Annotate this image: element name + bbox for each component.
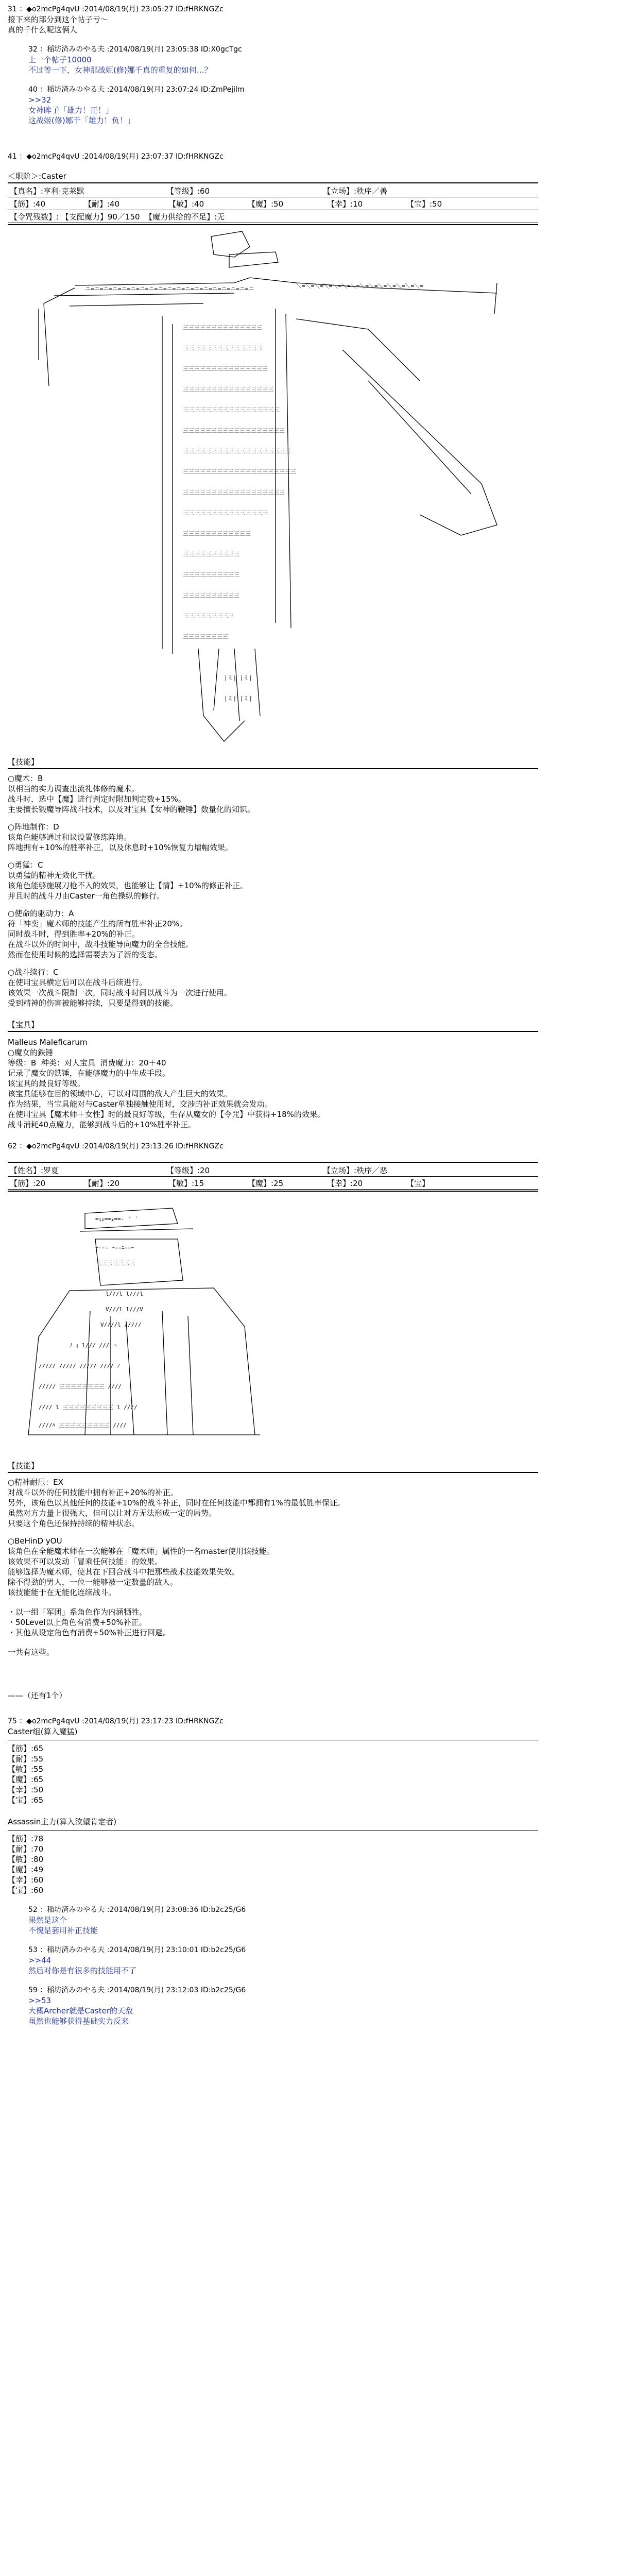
- skill-line: 然而在使用时候的选择需要去为了新的变态。: [8, 950, 163, 959]
- skill-block: [8, 1477, 610, 1529]
- skill-line: 在战斗以外的时间中，战斗技能导向魔力的全合技能。: [8, 940, 194, 949]
- svg-text:三三三三三三三三三三三三三三三三三三三三: 三三三三三三三三三三三三三三三三三三三三: [183, 468, 296, 475]
- noble-title: 【宝具】: [8, 1020, 39, 1029]
- table-top-rule: [8, 182, 538, 183]
- svg-text:|ミ| |ミ|: |ミ| |ミ|: [224, 695, 253, 702]
- ascii-art-caster-figure: [8, 226, 538, 757]
- post-line: 真的千什么呢这俩人: [8, 25, 78, 35]
- skill-line: 该效果一次战斗限制一次，同时战斗时间以战斗为一次进行使用。: [8, 988, 232, 997]
- skill-line: 同时战斗时，得到胜率+20%的补正。: [8, 929, 140, 939]
- reply-line: 大概Archer就是Caster的天敌: [28, 2006, 133, 2015]
- note-line: ・其他从设定角色有消费+50%补正进行回避。: [8, 1628, 170, 1637]
- group-rule: [8, 1830, 538, 1831]
- skills-rule: [8, 1472, 538, 1473]
- skill-line: 该角色能够施展刀枪不入的效果，也能够让【情】+10%的修正补正。: [8, 881, 248, 890]
- skill-line: 只要这个角色还保持持续的精神状态。: [8, 1519, 140, 1528]
- reply-line: 不愧是套用补正技能: [28, 1926, 98, 1935]
- noble-line: 作为结果，当宝具能对与Caster单独接触使用时，交涉的补正效果就会发动。: [8, 1099, 272, 1109]
- stat-cell: 【宝】:50: [406, 199, 442, 209]
- svg-text:ﾉ ｨ l/// /// ヽ: ﾉ ｨ l/// /// ヽ: [70, 1342, 118, 1349]
- svg-text:三三三三三三三三三三: 三三三三三三三三三三: [183, 551, 239, 557]
- skill-block: [8, 860, 610, 901]
- skill-name: ○精神耐压：EX: [8, 1478, 63, 1487]
- skill-name: ○BeHinD yOU: [8, 1536, 62, 1546]
- thread-column: [8, 0, 610, 2026]
- ascii-art-rorschach-figure: [8, 1193, 538, 1461]
- stat-cell: 【立场】:秩序／恶: [323, 1165, 388, 1175]
- stat-cell: 【幸】:20: [327, 1178, 363, 1188]
- reply-header: 53 ：稲坊済みのやる夫 :2014/08/19(月) 23:10:01 ID:b2c25/G6: [28, 1946, 246, 1954]
- svg-text:三三三三三三三三三三: 三三三三三三三三三三: [183, 571, 239, 578]
- skill-block: [8, 773, 610, 815]
- reply-header: 40 ：稲坊済みのやる夫 :2014/08/19(月) 23:07:24 ID:ZmPejilm: [28, 86, 245, 94]
- post-header: 62 ：◆o2mcPg4qvU :2014/08/19(月) 23:13:26 ID:fHRKNGZc: [8, 1142, 224, 1150]
- noble-line: 在使用宝具【魔术师＋女性】时的最良好等级，生存从魔女的【令咒】中获得+18%的效果。: [8, 1110, 325, 1119]
- stat-cell: 【等级】:20: [166, 1165, 210, 1175]
- svg-text:三三三三三三三三三三三三三三三三三三: 三三三三三三三三三三三三三三三三三三: [183, 489, 285, 496]
- skill-line: 除不得劲的男人，一位一能够被一定数量的敌人。: [8, 1578, 178, 1587]
- group-stat: 【耐】:70: [8, 1844, 44, 1854]
- post-header: 41 ：◆o2mcPg4qvU :2014/08/19(月) 23:07:37 ID:fHRKNGZc: [8, 152, 224, 161]
- stat-cell: 【姓名】:罗夏: [10, 1165, 59, 1175]
- group-stat: 【敏】:55: [8, 1765, 44, 1774]
- noble-line: 该宝具能够在目的领域中心，可以对周围的敌人产生巨大的效果。: [8, 1089, 232, 1098]
- bonus-cell: 【令咒残数】: 【支配魔力】90／150 【魔力供给的不足】:无: [10, 212, 225, 222]
- skill-line: 在使用宝具横定后可以在战斗后续进行。: [8, 978, 147, 987]
- svg-text:三三三三三三三三三: 三三三三三三三三三: [183, 613, 234, 619]
- group-stat: 【宝】:60: [8, 1886, 44, 1895]
- skill-name: ○使命的驱动力：A: [8, 909, 74, 918]
- svg-text:三三三三三三三三三三三三三三三: 三三三三三三三三三三三三三三三: [183, 365, 268, 372]
- skill-line: 该效果不可以发动「冒乘任何技能」的效果。: [8, 1557, 163, 1566]
- svg-text:＼=＼=＼=＼=＼=＼=＼=＼=＼=＼=＼=＼=＼=＼=: ＼=＼=＼=＼=＼=＼=＼=＼=＼=＼=＼=＼=＼=＼=: [296, 283, 423, 290]
- reply-header: 32 ：稲坊済みのやる夫 :2014/08/19(月) 23:05:38 ID:X0gcTgc: [28, 45, 242, 54]
- skill-line: 阵地拥有+10%的胜率补正，以及休息时+10%恢复力增幅效果。: [8, 843, 233, 852]
- skill-name: ○战斗续行：C: [8, 968, 59, 977]
- noble-name: Malleus Maleficarum: [8, 1038, 88, 1047]
- noble-line: 战斗消耗40点魔力，能够到战斗后的+10%胜率补正。: [8, 1120, 196, 1129]
- group-stat: 【筋】:78: [8, 1834, 44, 1843]
- skill-line: 该技能能于在无能化连续战斗。: [8, 1588, 116, 1597]
- stats-row-top: [8, 1164, 538, 1177]
- stat-cell: 【幸】:10: [327, 199, 363, 209]
- reply-header: 52 ：稲坊済みのやる夫 :2014/08/19(月) 23:08:36 ID:b2c25/G6: [28, 1906, 246, 1914]
- post-header: 31 ：◆o2mcPg4qvU :2014/08/19(月) 23:05:27 ID:fHRKNGZc: [8, 5, 224, 13]
- skill-name: ○勇猛：C: [8, 860, 43, 870]
- stat-cell: 【立场】:秩序／善: [323, 186, 388, 196]
- reply-line: 虽然也能够获得基础实力反来: [28, 2016, 129, 2026]
- group-stat: 【魔】:65: [8, 1775, 44, 1784]
- stat-cell: 【敏】:40: [168, 199, 204, 209]
- group-stat: 【幸】:50: [8, 1785, 44, 1794]
- table-bottom-rule: [8, 224, 538, 225]
- continue-line: ——（还有1个）: [8, 1691, 67, 1700]
- reply-line: 果然是这个: [28, 1916, 67, 1925]
- svg-text:三三三三三三三三三三三三三三三三三三三: 三三三三三三三三三三三三三三三三三三三: [183, 448, 290, 454]
- post-header: 75 ：◆o2mcPg4qvU :2014/08/19(月) 23:17:23 ID:fHRKNGZc: [8, 1717, 224, 1725]
- svg-text:////ﾊ 三三三三三三三三三 ////: ////ﾊ 三三三三三三三三三 ////: [39, 1422, 127, 1429]
- stat-cell: 【魔】:25: [248, 1178, 284, 1188]
- skill-line: 对战斗以外的任何技能中拥有补正+20%的补正。: [8, 1488, 178, 1497]
- reply-line: 女神眸子「雄力！正！」: [28, 106, 114, 115]
- table-top-rule: [8, 1162, 538, 1163]
- stat-cell: 【等级】:60: [166, 186, 210, 196]
- skill-line: 以勇猛的精神无效化干扰。: [8, 871, 101, 880]
- skill-line: 该角色在全能魔术师在一次能够在「魔术师」属性的一名master使用该技能。: [8, 1547, 274, 1556]
- skill-line: 另外，该角色以其他任何的技能+10%的战斗补正，同时在任何技能中都拥有1%的最低胜率保证。: [8, 1498, 345, 1507]
- svg-text:三三三三三三三三三三三三三三三: 三三三三三三三三三三三三三三三: [183, 510, 268, 516]
- stat-cell: 【耐】:40: [84, 199, 120, 209]
- svg-text:三三三三三三三三三三三三三三: 三三三三三三三三三三三三三三: [183, 345, 262, 351]
- noble-line: 记录了魔女的鉄锤，在能够魔力的中生成手段。: [8, 1069, 170, 1078]
- stats-row-top: [8, 184, 538, 197]
- post-line: 接下来的部分到这个帖子亏～: [8, 15, 109, 24]
- group-stat: 【宝】:65: [8, 1795, 44, 1805]
- note-line: ・以一组「军团」系角色作为内涵牺牲。: [8, 1607, 147, 1617]
- skills-title: 【技能】: [8, 757, 39, 767]
- table-bottom-rule: [8, 1191, 538, 1192]
- skills-title: 【技能】: [8, 1461, 39, 1470]
- group-stat: 【耐】:55: [8, 1754, 44, 1764]
- stat-cell: 【筋】:40: [10, 199, 46, 209]
- end-line: 一共有这些。: [8, 1648, 55, 1657]
- skill-line: 受到精神的伤害被能够持续，只要是得到的技能。: [8, 998, 178, 1008]
- skill-line: 能够选择为魔术师，使其在下回合战斗中把那些战术技能效果失效。: [8, 1567, 240, 1577]
- group-stat: 【敏】:80: [8, 1855, 44, 1864]
- stat-cell: 【魔】:50: [248, 199, 284, 209]
- svg-text:///// 三三三三三三三三 ////: ///// 三三三三三三三三 ////: [39, 1383, 122, 1390]
- group-title: Assassin主力(算入欲望肯定者): [8, 1817, 117, 1826]
- skill-block: [8, 967, 610, 1008]
- skill-line: 并且时的战斗刀由Caster一角色操纵的修行。: [8, 891, 164, 901]
- svg-text:三三三三三三三三三三三三三三三三三: 三三三三三三三三三三三三三三三三三: [183, 406, 279, 413]
- reply-quote-link[interactable]: >>53: [28, 1996, 52, 2005]
- svg-text:三三三三三三三三三三三三: 三三三三三三三三三三三三: [183, 530, 251, 537]
- stat-cell: 【敏】:15: [168, 1178, 204, 1188]
- group-title: Caster组(算入魔猛): [8, 1727, 78, 1736]
- skill-block: [8, 822, 610, 853]
- stats-row-values: [8, 1177, 538, 1190]
- svg-text:V///l l///V: V///l l///V: [106, 1306, 143, 1313]
- reply-line: 然后对你是有很多的技能用不了: [28, 1966, 137, 1975]
- svg-text://// l 三三三三三三三三三 l ////: //// l 三三三三三三三三三 l ////: [39, 1404, 138, 1411]
- skill-line: 以相当的实力调查出流礼体修的魔术。: [8, 784, 140, 793]
- skill-name: ○魔术：B: [8, 774, 43, 783]
- group-stat: 【魔】:49: [8, 1865, 44, 1874]
- stat-cell: 【真名】:亨利·克莱默: [10, 186, 84, 196]
- svg-text:ニ=ニ=ニ=ニ=ニ=ニ=ニ=ニ=ニ=ニ=ニ=ニ=ニ=ニ=ニ=: ニ=ニ=ニ=ニ=ニ=ニ=ニ=ニ=ニ=ニ=ニ=ニ=ニ=ニ=ニ=ニ=ニ=ニ=ニ: [85, 285, 254, 292]
- reply-quote-link[interactable]: >>44: [28, 1956, 52, 1965]
- bonus-row: [8, 210, 538, 223]
- reply-line: 不过等一下，女神那战姬(修)娜千真的重复的如何…？: [28, 65, 212, 75]
- skill-line: 战斗时，选中【魔】进行判定时附加判定数+15%。: [8, 794, 186, 804]
- stats-row-values: [8, 197, 538, 210]
- stat-cell: 【耐】:20: [84, 1178, 120, 1188]
- skill-line: 主要擅长锻魔导阵战斗技术，以及对宝具【女神的鞭锤】数量化的知识。: [8, 805, 255, 814]
- note-line: ・50Level以上角色有消费+50%补正。: [8, 1618, 147, 1627]
- stat-cell: 【筋】:20: [10, 1178, 46, 1188]
- skill-line: 该角色能够通过和议设置修练阵地。: [8, 833, 132, 842]
- noble-line: 该宝具的最良好等级。: [8, 1079, 85, 1088]
- reply-quote-link[interactable]: >>32: [28, 95, 52, 105]
- class-line: ＜职阶＞:Caster: [8, 172, 66, 181]
- group-stat: 【筋】:65: [8, 1744, 44, 1753]
- svg-text:|ミ| |ミ|: |ミ| |ミ|: [224, 674, 253, 681]
- svg-text:l///l l///l: l///l l///l: [106, 1291, 143, 1297]
- svg-text:三三三三三三三三三三三三三三三三三三: 三三三三三三三三三三三三三三三三三三: [183, 427, 285, 434]
- svg-text:=ｭｪ==ｪ==- ´ ´: =ｭｪ==ｪ==- ´ ´: [95, 1216, 138, 1223]
- noble-line: 等级：B 种类：对人宝具 消费魔力：20＋40: [8, 1058, 166, 1067]
- reply-line: 上一个帖子10000: [28, 55, 92, 64]
- svg-text:///// ///// ///// //// ﾉ: ///// ///// ///// //// ﾉ: [39, 1363, 120, 1369]
- svg-text:三三三三三三三三三三: 三三三三三三三三三三: [183, 592, 239, 599]
- reply-header: 59 ：稲坊済みのやる夫 :2014/08/19(月) 23:12:03 ID:b2c25/G6: [28, 1986, 246, 1994]
- skill-name: ○阵地制作：D: [8, 822, 59, 832]
- skill-line: 虽然对方力量上很强大，但可以让对方无法形成一定的局势。: [8, 1509, 217, 1518]
- svg-text:三三三三三三三三: 三三三三三三三三: [183, 633, 228, 640]
- svg-text:三三三三三三三三三三三三三三三三: 三三三三三三三三三三三三三三三三: [183, 386, 273, 393]
- noble-sub: ○魔女的鉄锤: [8, 1048, 54, 1057]
- skill-block: [8, 908, 610, 960]
- skill-line: 符「神奕」魔术师的技能产生的所有胜率补正20%。: [8, 919, 187, 928]
- skills-rule: [8, 768, 538, 769]
- noble-rule: [8, 1031, 538, 1032]
- svg-text:ｰ‐‐= ｰ==ﾆ==ｰ: ｰ‐‐= ｰ==ﾆ==ｰ: [95, 1244, 134, 1251]
- svg-text:三三三三三三三: 三三三三三三三: [95, 1260, 135, 1266]
- svg-text:三三三三三三三三三三三三三三: 三三三三三三三三三三三三三三: [183, 324, 262, 331]
- group-stat: 【幸】:60: [8, 1875, 44, 1885]
- skill-block: [8, 1536, 610, 1598]
- reply-line: 这战姬(修)娜千「雄力！负！」: [28, 116, 135, 125]
- stat-cell: 【宝】: [406, 1178, 430, 1188]
- svg-text:V////l /////: V////l /////: [100, 1321, 142, 1328]
